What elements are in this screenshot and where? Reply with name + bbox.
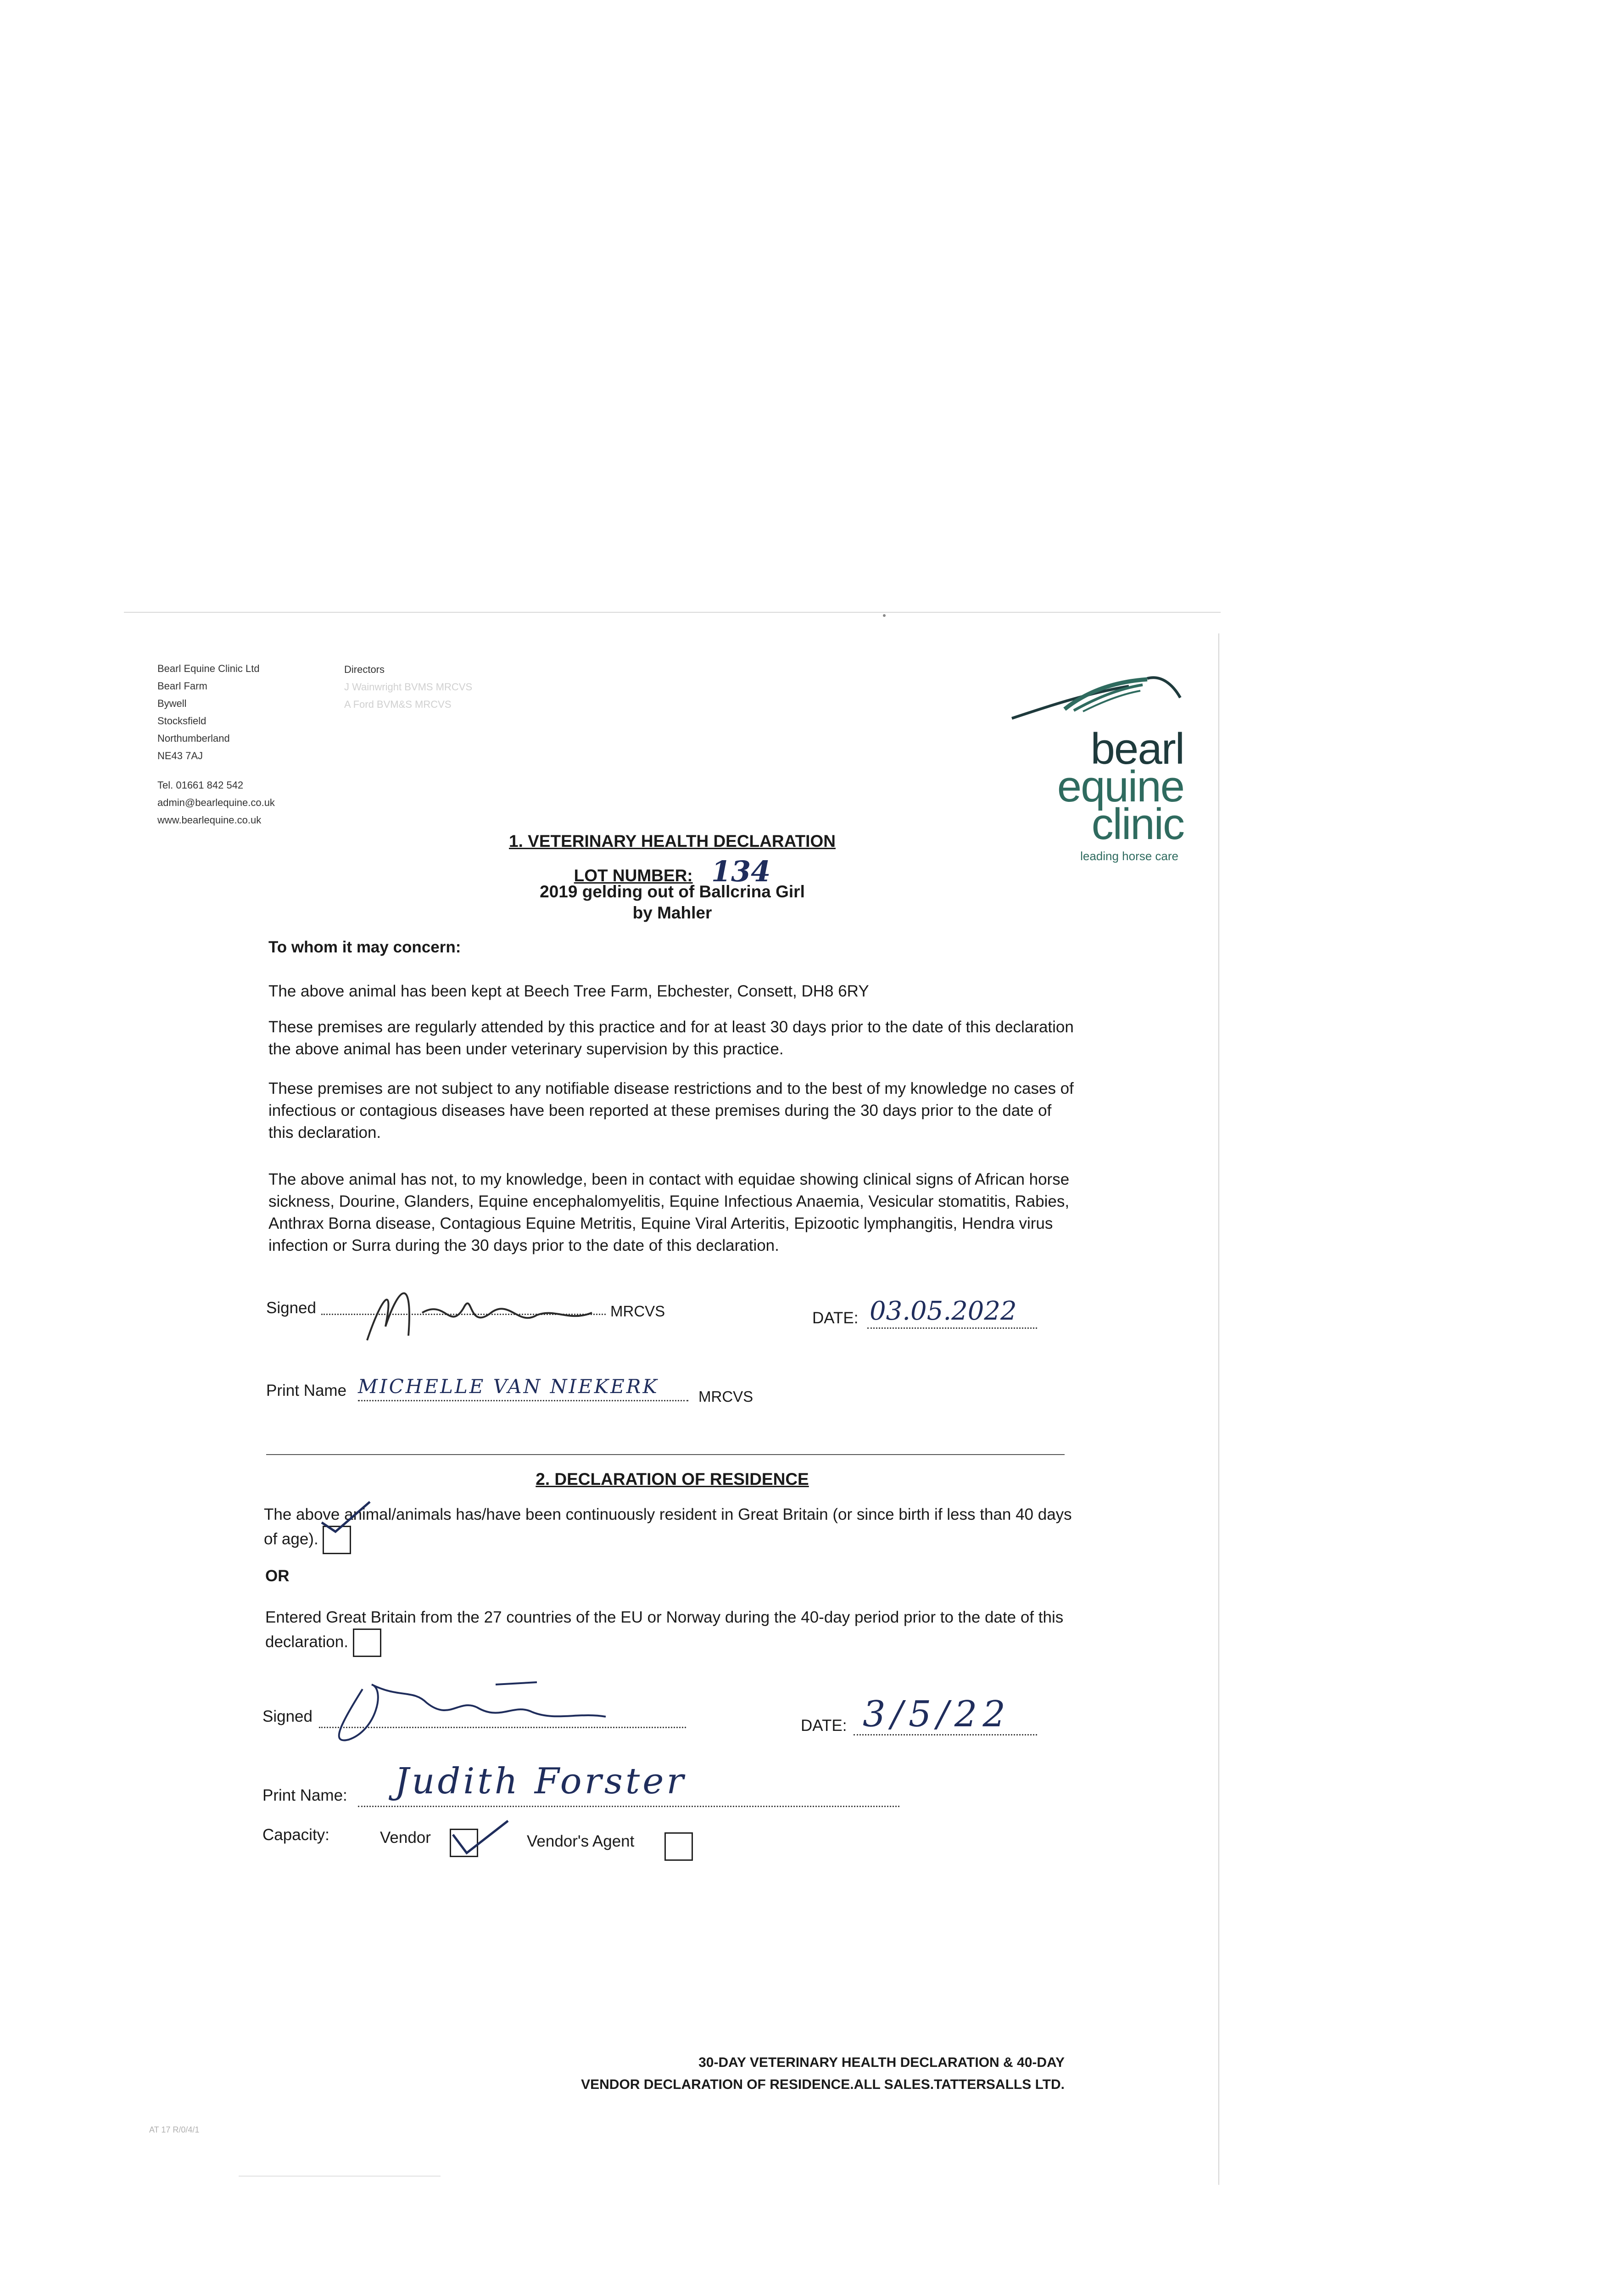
- directors-block: [344, 661, 472, 713]
- check-mark-icon: [319, 1500, 374, 1536]
- vet-date-line: [867, 1327, 1037, 1329]
- vet-print-mrcvs: MRCVS: [698, 1388, 753, 1405]
- agent-checkbox[interactable]: [664, 1832, 693, 1861]
- vet-print-name-label: Print Name: [266, 1382, 347, 1399]
- scan-speck: [883, 614, 886, 617]
- salutation: To whom it may concern:: [268, 938, 461, 956]
- directors-heading: Directors: [344, 664, 385, 675]
- residence-paragraph: [264, 1504, 1076, 1554]
- section2-heading: 2. DECLARATION OF RESIDENCE: [536, 1470, 809, 1489]
- animal-sire: by Mahler: [632, 903, 712, 922]
- clinic-address: [157, 660, 275, 829]
- scan-mark: AT 17 R/0/4/1: [149, 2125, 200, 2134]
- supervision-paragraph: These premises are regularly attended by this practice and for at least 30 days prior to the date of this declaration the above animal has been under veterinary supervision by this practice.: [268, 1018, 1074, 1058]
- premises-paragraph: The above animal has been kept at Beech Tree Farm, Ebchester, Consett, DH8 6RY: [268, 982, 869, 1000]
- footer-line-2: VENDOR DECLARATION OF RESIDENCE.ALL SALES.TATTERSALLS LTD.: [581, 2077, 1065, 2092]
- logo-word-clinic: clinic: [1091, 800, 1184, 849]
- restrictions-paragraph: These premises are not subject to any notifiable disease restrictions and to the best of my knowledge no cases of infectious or contagious diseases have been reported at these premises during the 30 days prior to the date of this declaration.: [268, 1080, 1074, 1142]
- vendor-signature: [321, 1671, 670, 1749]
- logo-tagline: leading horse care: [1080, 849, 1178, 863]
- vet-date-label: DATE:: [812, 1309, 859, 1327]
- capacity-label: Capacity:: [262, 1826, 329, 1844]
- page-edge-right: [1218, 633, 1219, 2185]
- clinic-name: Bearl Equine Clinic Ltd: [157, 663, 260, 674]
- footer-line-1: 30-DAY VETERINARY HEALTH DECLARATION & 40-DAY: [698, 2055, 1065, 2070]
- vendor-date-value: 3/5/22: [863, 1694, 1011, 1735]
- page-edge-bottom: [239, 2176, 441, 2177]
- vendor-option-label: Vendor: [380, 1829, 431, 1847]
- vendor-print-name-value: Judith Forster: [395, 1761, 686, 1802]
- clinic-logo: [1010, 666, 1184, 877]
- disease-paragraph: The above animal has not, to my knowledge, been in contact with equidae showing clinical signs of African horse sickness, Dourine, Glanders, Equine encephalomyelitis, Equine Infectious Anaemia, Vesicular stomatitis, Rabies, Anthrax Borna disease, Contagious Equine Metritis, Equine Viral Arteritis, Epizootic lymphangitis, Hendra virus infection or Surra during the 30 days prior to the date of this declaration.: [268, 1170, 1070, 1254]
- vet-signed-label: Signed: [266, 1299, 316, 1317]
- vendor-checkbox[interactable]: [450, 1829, 478, 1857]
- vet-mrcvs: MRCVS: [610, 1303, 665, 1320]
- entry-checkbox[interactable]: [353, 1629, 381, 1657]
- logo-word-bearl: bearl: [1090, 724, 1184, 773]
- logo-word-equine: equine: [1057, 762, 1184, 811]
- vet-print-name-value: MICHELLE VAN NIEKERK: [358, 1375, 659, 1398]
- entry-paragraph: [265, 1606, 1077, 1657]
- lot-number-label: LOT NUMBER:: [574, 866, 693, 885]
- clinic-phone: Tel. 01661 842 542: [157, 779, 244, 791]
- vet-date-value: 03.05.2022: [870, 1296, 1017, 1326]
- vendor-print-name-line: [358, 1806, 899, 1807]
- clinic-email: admin@bearlequine.co.uk: [157, 797, 275, 808]
- vendor-signed-label: Signed: [262, 1707, 313, 1725]
- check-mark-icon: [448, 1816, 513, 1858]
- vet-signature: [353, 1271, 610, 1349]
- or-label: OR: [265, 1567, 290, 1585]
- animal-description: 2019 gelding out of Ballcrina Girl: [540, 882, 805, 901]
- address-line: Bywell: [157, 698, 187, 709]
- residence-text: The above animal/animals has/have been continuously resident in Great Britain (or since birth if less than 40 days of age).: [264, 1506, 1072, 1548]
- vendor-date-label: DATE:: [801, 1717, 847, 1735]
- director-line: A Ford BVM&S MRCVS: [344, 699, 452, 710]
- clinic-website: www.bearlequine.co.uk: [157, 814, 262, 826]
- residence-checkbox[interactable]: [323, 1526, 351, 1554]
- page-edge-top: [124, 612, 1221, 613]
- address-line: Northumberland: [157, 733, 230, 744]
- section1-heading: 1. VETERINARY HEALTH DECLARATION: [509, 832, 836, 851]
- agent-option-label: Vendor's Agent: [527, 1832, 635, 1850]
- vet-print-name-line: [358, 1400, 688, 1401]
- address-postcode: NE43 7AJ: [157, 750, 203, 761]
- entry-text: Entered Great Britain from the 27 countries of the EU or Norway during the 40-day period prior to the date of this declaration.: [265, 1608, 1064, 1651]
- lot-number-value: 134: [711, 855, 771, 888]
- vendor-print-name-label: Print Name:: [262, 1786, 347, 1804]
- section-divider: [266, 1454, 1065, 1455]
- address-line: Stocksfield: [157, 715, 206, 727]
- director-line: J Wainwright BVMS MRCVS: [344, 681, 473, 693]
- address-line: Bearl Farm: [157, 680, 207, 692]
